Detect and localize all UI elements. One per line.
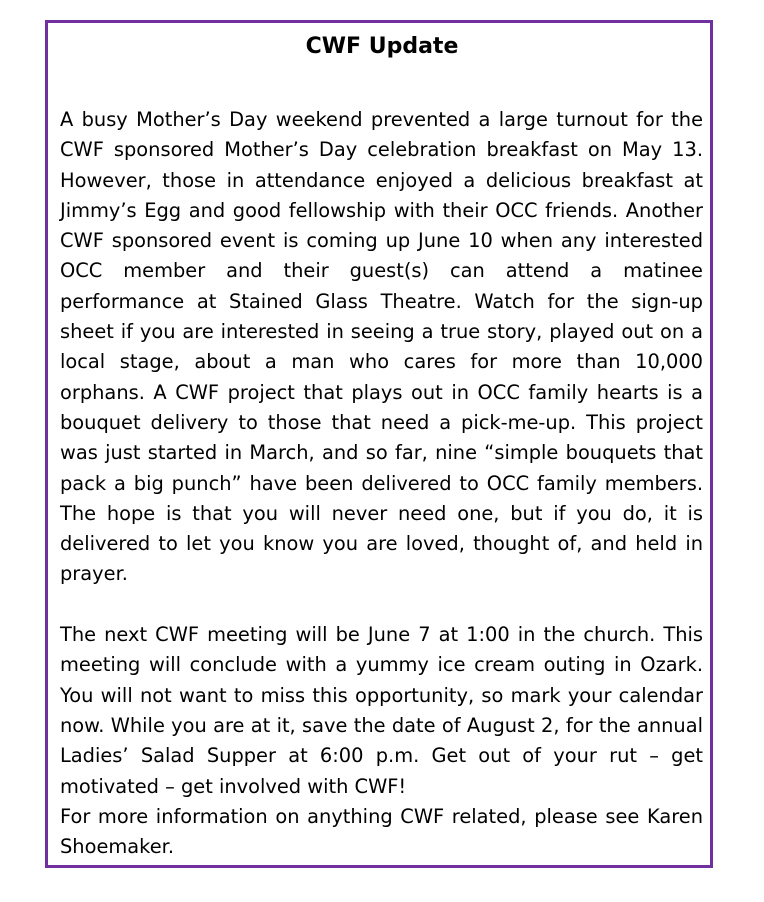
article-body <box>60 105 703 862</box>
paragraph-events: A busy Mother’s Day weekend prevented a large turnout for the CWF sponsored Mother’s Day celebration breakfast on May 13. However, those in attendance enjoyed a delicious breakfast at Jimmy’s Egg and good fellowship with their OCC friends. Another CWF sponsored event is coming up June 10 when any interested OCC member and their guest(s) can attend a matinee performance at Stained Glass Theatre. Watch for the sign-up sheet if you are interested in seeing a true story, played out on a local stage, about a man who cares for more than 10,000 orphans. A CWF project that plays out in OCC family hearts is a bouquet delivery to those that need a pick-me-up. This project was just started in March, and so far, nine “simple bouquets that pack a big punch” have been delivered to OCC family members. The hope is that you will never need one, but if you do, it is delivered to let you know you are loved, thought of, and held in prayer. <box>60 108 703 586</box>
paragraph-contact: For more information on anything CWF related, please see Karen Shoemaker. <box>60 804 703 859</box>
article-title: CWF Update <box>305 34 459 59</box>
paragraph-meeting: The next CWF meeting will be June 7 at 1:00 in the church. This meeting will conclude with a yummy ice cream outing in Ozark. You will not want to miss this opportunity, so mark your calendar now. While you are at it, save the date of August 2, for the annual Ladies’ Salad Supper at 6:00 p.m. Get out of your rut – get motivated – get involved with CWF! <box>60 623 703 798</box>
paragraph-spacer <box>60 590 703 620</box>
